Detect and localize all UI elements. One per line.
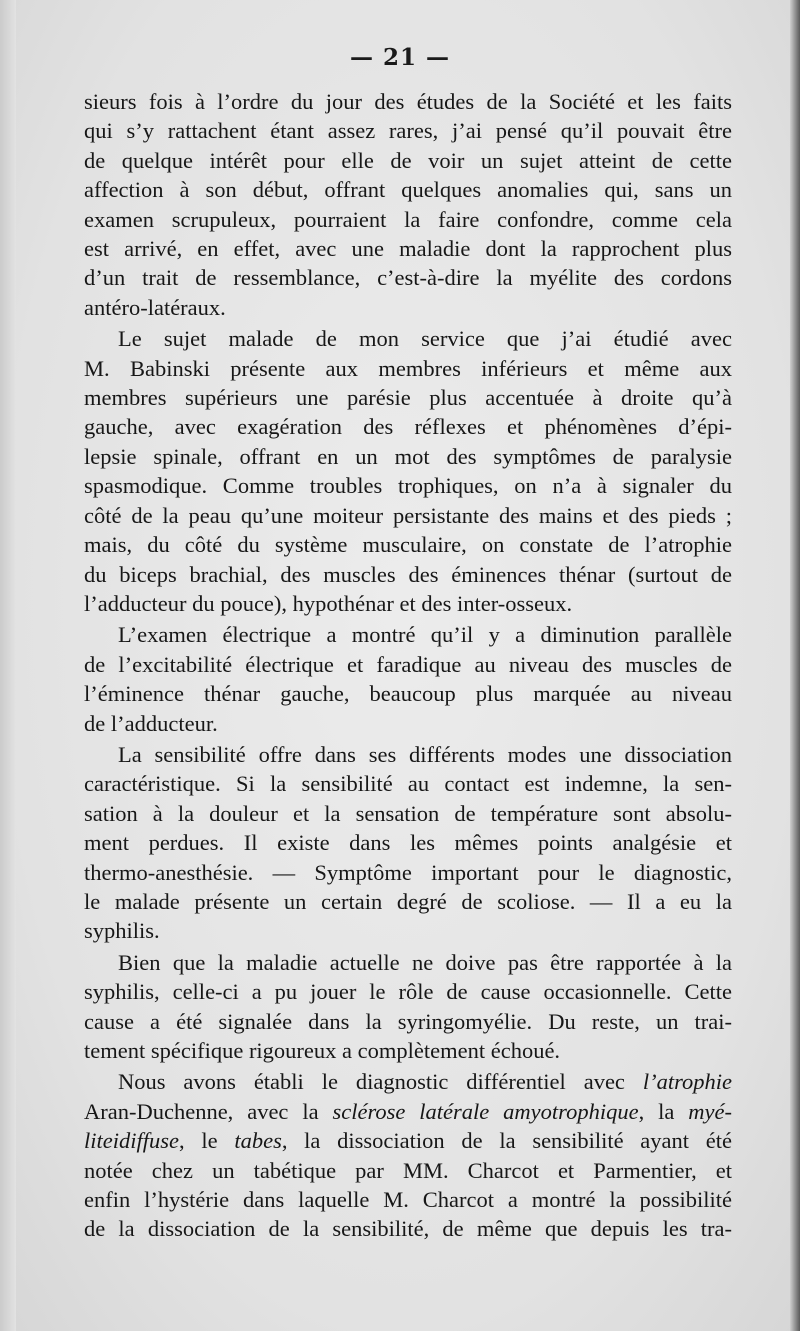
text-line: caractéristique. Si la sensibilité au contact est indemne, la sen-	[84, 771, 732, 797]
text-line: de la dissociation de la sensibilité, de même que depuis les tra-	[84, 1216, 732, 1242]
text-line: de l’adducteur.	[84, 710, 218, 736]
text-line: l’éminence thénar gauche, beaucoup plus marquée au niveau	[84, 681, 732, 707]
text-line: côté de la peau qu’une moiteur persistante des mains et des pieds ;	[84, 502, 732, 528]
text-segment: , la dissociation de la sensibilité ayant été	[281, 1128, 732, 1154]
text-line: mais, du côté du système musculaire, on constate de l’atrophie	[84, 532, 732, 558]
text-line	[84, 1126, 732, 1155]
text-line: Bien que la maladie actuelle ne doive pas être rapportée à la	[118, 949, 732, 975]
text-line: L’examen électrique a montré qu’il y a diminution parallèle	[118, 622, 732, 648]
text-line: du biceps brachial, des muscles des éminences thénar (surtout de	[84, 561, 732, 587]
text-line: gauche, avec exagération des réflexes et phénomènes d’épi-	[84, 414, 732, 440]
page-right-edge-shadow	[790, 0, 800, 1331]
text-line: thermo-anesthésie. — Symptôme important pour le diagnostic,	[84, 859, 732, 885]
paragraph-4	[84, 740, 732, 946]
text-line: enfin l’hystérie dans laquelle M. Charcot a montré la possibilité	[84, 1187, 732, 1213]
text-line: La sensibilité offre dans ses différents modes une dissociation	[118, 741, 732, 767]
text-line: notée chez un tabétique par MM. Charcot et Parmentier, et	[84, 1157, 732, 1183]
paragraph-3	[84, 620, 732, 738]
text-line: spasmodique. Comme troubles trophiques, on n’a à signaler du	[84, 473, 732, 499]
text-line	[84, 1097, 732, 1126]
text-line: de l’excitabilité électrique et faradique au niveau des muscles de	[84, 651, 732, 677]
body-text	[84, 87, 732, 1244]
italic-term: myé-	[688, 1098, 732, 1124]
text-line: M. Babinski présente aux membres inférieurs et même aux	[84, 355, 732, 381]
text-line: syphilis.	[84, 918, 160, 944]
text-segment: , le	[179, 1128, 235, 1154]
text-line: Le sujet malade de mon service que j’ai étudié avec	[118, 326, 732, 352]
text-line: membres supérieurs une parésie plus accentuée à droite qu’à	[84, 385, 732, 411]
text-line: d’un trait de ressemblance, c’est-à-dire la myélite des cordons	[84, 265, 732, 291]
text-line: lepsie spinale, offrant en un mot des symptômes de paralysie	[84, 443, 732, 469]
text-segment: , la	[638, 1098, 689, 1124]
page-number: — 21 —	[349, 44, 451, 71]
text-line: qui s’y rattachent étant assez rares, j’ai pensé qu’il pouvait être	[84, 118, 732, 144]
italic-term: tabes	[234, 1128, 282, 1154]
italic-term: liteidiffuse	[84, 1128, 179, 1154]
text-line: cause a été signalée dans la syringomyélie. Du reste, un trai-	[84, 1008, 732, 1034]
text-line	[84, 1067, 732, 1096]
text-line: antéro-latéraux.	[84, 294, 226, 320]
paragraph-1	[84, 87, 732, 322]
paragraph-5	[84, 948, 732, 1066]
text-line: de quelque intérêt pour elle de voir un sujet atteint de cette	[84, 147, 732, 173]
paragraph-2	[84, 324, 732, 618]
text-line: affection à son début, offrant quelques anomalies qui, sans un	[84, 177, 732, 203]
text-segment: Aran-Duchenne, avec la	[84, 1098, 333, 1124]
page-left-margin-shadow	[0, 0, 16, 1331]
text-line: tement spécifique rigoureux a complètement échoué.	[84, 1038, 561, 1063]
text-line: l’adducteur du pouce), hypothénar et des inter-osseux.	[84, 590, 573, 616]
text-line: sieurs fois à l’ordre du jour des études de la Société et les faits	[84, 89, 732, 114]
text-line: le malade présente un certain degré de scoliose. — Il a eu la	[84, 888, 732, 914]
text-line: examen scrupuleux, pourraient la faire confondre, comme cela	[84, 206, 732, 232]
text-line: sation à la douleur et la sensation de température sont absolu-	[84, 800, 732, 826]
text-segment: Nous avons établi le diagnostic différentiel avec	[118, 1069, 643, 1095]
text-line: syphilis, celle-ci a pu jouer le rôle de cause occasionnelle. Cette	[84, 979, 732, 1005]
text-line: ment perdues. Il existe dans les mêmes points analgésie et	[84, 830, 732, 856]
italic-term: l’atrophie	[642, 1069, 732, 1095]
paragraph-6	[84, 1067, 732, 1243]
italic-term: sclérose latérale amyotrophique	[332, 1098, 639, 1124]
text-line: est arrivé, en effet, avec une maladie dont la rapprochent plus	[84, 236, 732, 262]
